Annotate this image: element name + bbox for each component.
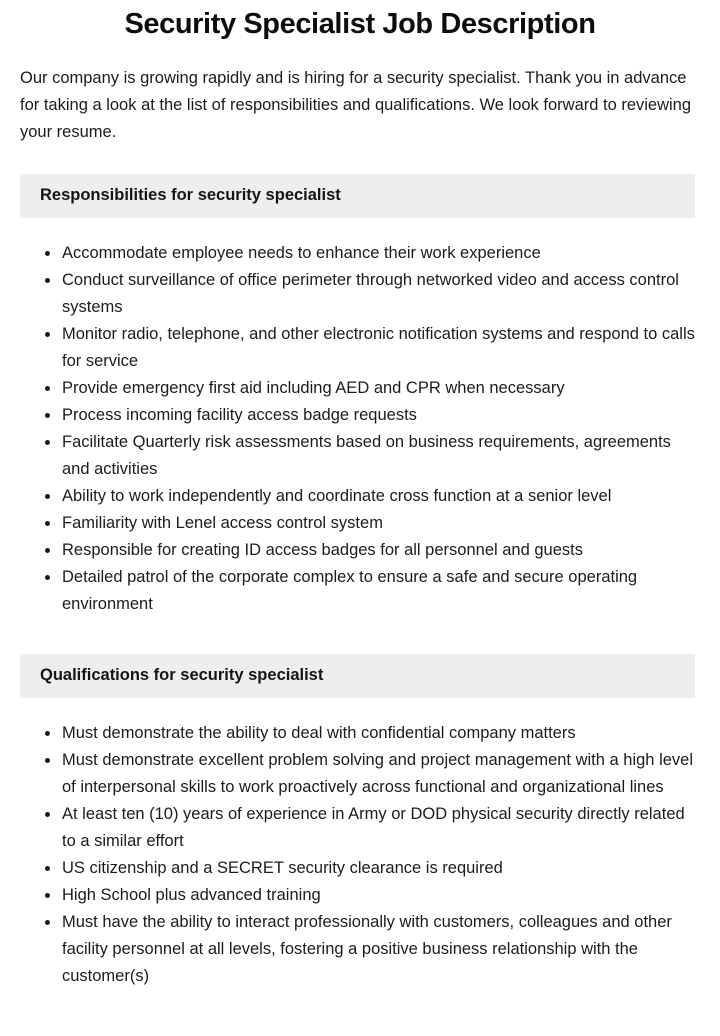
intro-paragraph: Our company is growing rapidly and is hiring for a security specialist. Thank you in advance for taking a look at the list of responsibilities and qualifications. We look forward to reviewing your resume. <box>20 69 692 141</box>
list-item: • Process incoming facility access badge requests <box>61 402 695 429</box>
list-item: • US citizenship and a SECRET security clearance is required <box>61 855 695 882</box>
qualifications-section <box>0 654 720 990</box>
list-item: • At least ten (10) years of experience in Army or DOD physical security directly related to a similar effort <box>61 801 695 855</box>
responsibilities-list <box>20 240 695 618</box>
list-item: • Must have the ability to interact professionally with customers, colleagues and other facility personnel at all levels, fostering a positive business relationship with the customer(s) <box>61 909 695 990</box>
list-item: • Responsible for creating ID access badges for all personnel and guests <box>61 537 695 564</box>
list-item: • Ability to work independently and coordinate cross function at a senior level <box>61 483 695 510</box>
list-item: • Monitor radio, telephone, and other electronic notification systems and respond to calls for service <box>61 321 695 375</box>
list-item: • Must demonstrate the ability to deal with confidential company matters <box>61 720 695 747</box>
qualifications-heading: Qualifications for security specialist <box>20 654 695 698</box>
list-item: • Accommodate employee needs to enhance their work experience <box>61 240 695 267</box>
list-item: • Familiarity with Lenel access control system <box>61 510 695 537</box>
page-title: Security Specialist Job Description <box>124 8 596 40</box>
responsibilities-heading: Responsibilities for security specialist <box>20 174 695 218</box>
list-item: • Must demonstrate excellent problem solving and project management with a high level of interpersonal skills to work proactively across functional and organizational lines <box>61 747 695 801</box>
list-item: • Conduct surveillance of office perimeter through networked video and access control systems <box>61 267 695 321</box>
qualifications-list <box>20 720 695 990</box>
list-item: • Facilitate Quarterly risk assessments based on business requirements, agreements and activities <box>61 429 695 483</box>
list-item: • Provide emergency first aid including AED and CPR when necessary <box>61 375 695 402</box>
responsibilities-section <box>0 174 720 618</box>
list-item: • Detailed patrol of the corporate complex to ensure a safe and secure operating environment <box>61 564 695 618</box>
list-item: • High School plus advanced training <box>61 882 695 909</box>
